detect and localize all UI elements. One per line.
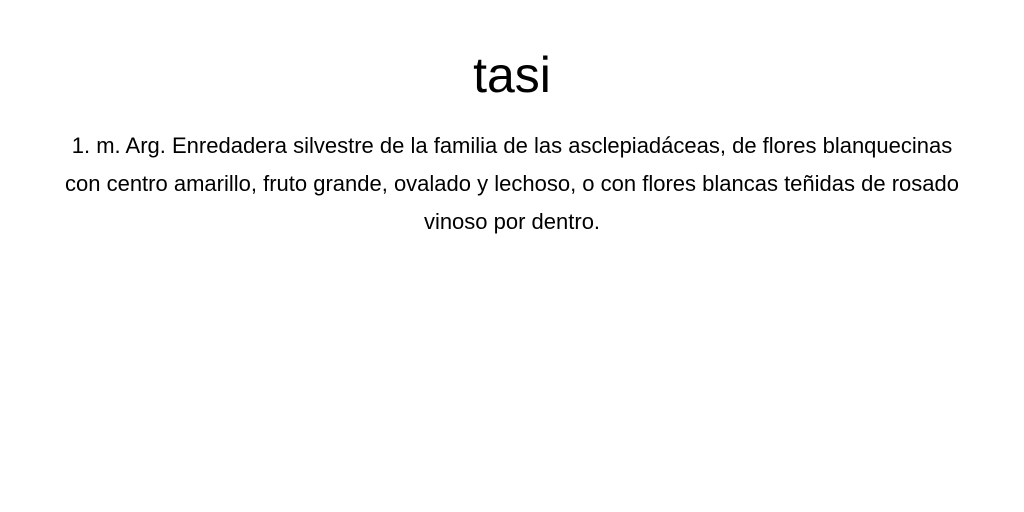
entry-term: tasi (473, 47, 551, 103)
entry-definition: 1. m. Arg. Enredadera silvestre de la familia de las asclepiadáceas, de flores blanquecinas con centro amarillo, fruto grande, ovalado y lechoso, o con flores blancas teñidas de rosado vinoso por dentro. (65, 133, 959, 234)
